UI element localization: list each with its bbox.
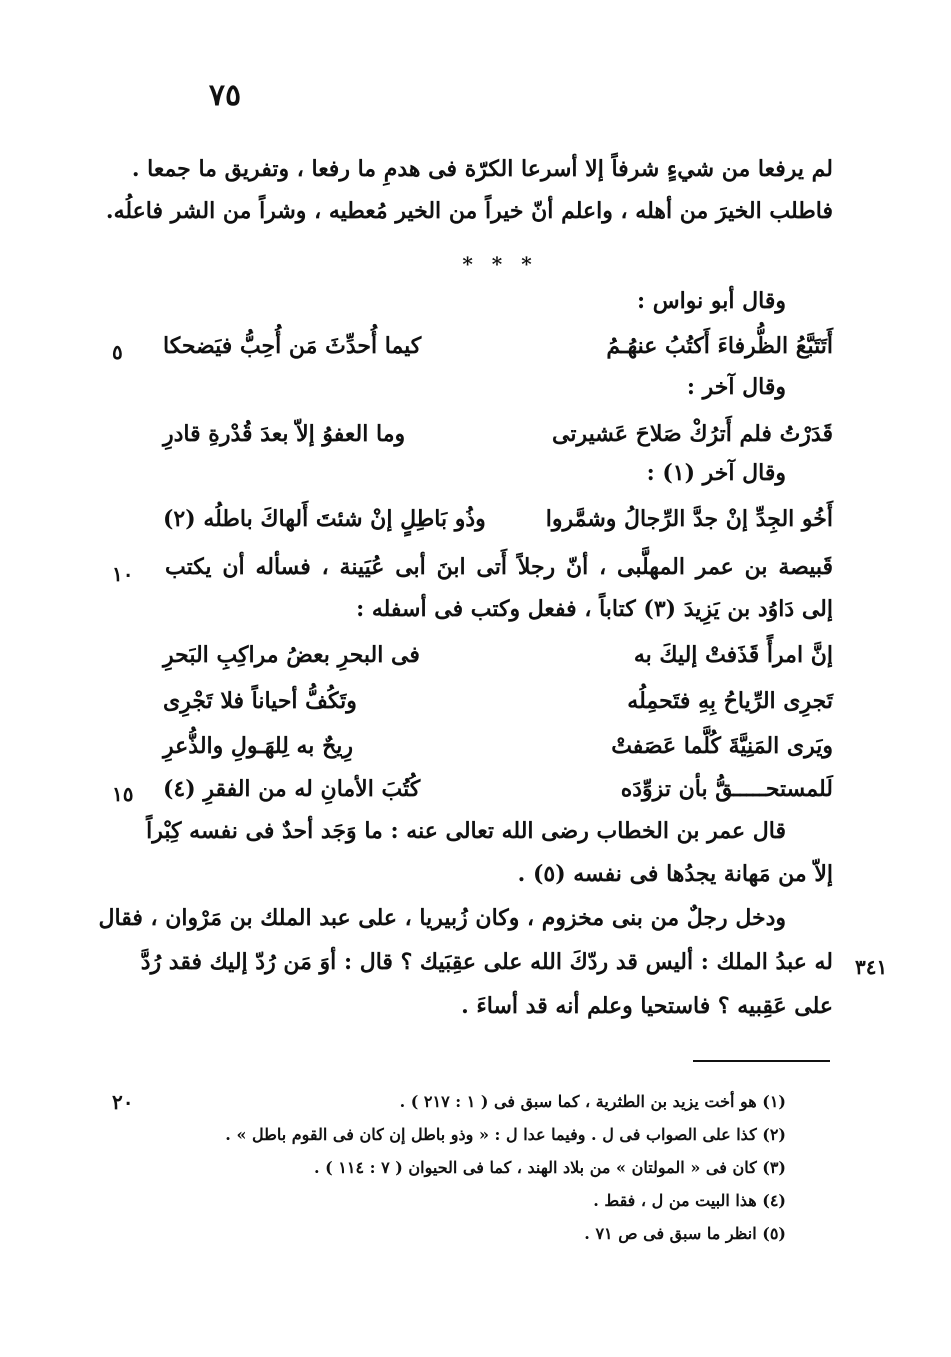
prose-line: إلاّ من مَهانة يجدُها فى نفسه (٥) . [517,861,833,887]
footnote: (٤) هذا البيت من ل ، فقط . [593,1191,786,1210]
line-number-marker: ١٥ [112,782,134,806]
verse-intro: وقال أبو نواس : [637,288,786,314]
prose-line: لم يرفعا من شيءٍ شرفاً إلا أسرعا الكرّة فى هدمِ ما رفعا ، وتفريق ما جمعا . [131,156,833,182]
verse-line [163,506,833,540]
line-number-marker: ١٠ [112,562,134,586]
section-separator: * * * [462,252,538,276]
prose-line: له عبدُ الملك : أليس قد ردّكَ الله على عقِبَيك ؟ قال : أوَ مَن رُدّ إليك فقد رُدَّ [140,949,833,975]
verse-second-hemistich: وذُو بَاطِلٍ إنْ شئتَ أَلهاكَ باطلُه (٢) [163,506,486,532]
footnote: (٣) كان فى « المولتان » من بلاد الهند ، كما فى الحيوان ( ٧ : ١١٤ ) . [313,1158,786,1177]
verse-second-hemistich: وما العفوُ إلاّ بعدَ قُدْرةِ قادرِ [163,421,406,447]
verse-line [163,776,833,810]
section-number-marker: ٣٤١ [855,955,888,979]
verse-first-hemistich: تَجرِى الرِّياحُ بِهِ فتَحمِلُه [627,688,833,714]
verse-second-hemistich: وتَكُفُّ أحياناً فلا تَجْرِى [163,688,357,714]
prose-line: ودخل رجلٌ من بنى مخزوم ، وكان زُبيريا ، على عبد الملك بن مَرْوان ، فقال [98,905,786,931]
verse-second-hemistich: كُتُبَ الأمانِ له من الفقرِ (٤) [163,776,421,802]
verse-second-hemistich: كيما أُحدِّثَ مَن أُحِبُّ فيَضحكا [163,333,422,359]
prose-line: قَبيصة بن عمر المهلَّبى ، أنّ رجلاً أَتى ابنَ أبى عُيَينة ، فسأله أن يكتب [165,554,833,580]
verse-first-hemistich: لَلمستحـــــقُّ بأن تزوِّدَه [620,776,833,802]
line-number-marker: ٢٠ [112,1090,134,1114]
verse-line [163,642,833,676]
prose-line: على عَقِبيه ؟ فاستحيا وعلم أنه قد أساءَ . [461,993,833,1019]
verse-second-hemistich: رِيحٌ به لِلهَـولِ والذُّعرِ [163,733,354,759]
prose-line: قال عمر بن الخطاب رضى الله تعالى عنه : ما وَجَد أحدٌ فى نفسه كِبْراً [146,818,786,844]
prose-line: إلى دَاوُد بن يَزِيدَ (٣) كتاباً ، ففعل وكتب فى أسفله : [356,596,833,622]
verse-first-hemistich: إنَّ امرأً قَذَفتْ إليكَ به [633,642,833,668]
footnote: (٢) كذا على الصواب فى ل . وفيما عدا ل : « وذو باطل إن كان فى القوم باطل » . [225,1125,786,1144]
verse-first-hemistich: قَدَرْتُ فلم أَترُكْ صَلاحَ عَشيرتى [552,421,833,447]
verse-first-hemistich: أَخُو الجِدِّ إنْ جدَّ الرِّجالُ وشمَّروا [545,506,833,532]
verse-line [163,333,833,367]
verse-line [163,421,833,455]
line-number-marker: ٥ [112,340,123,364]
footnote: (٥) انظر ما سبق فى ص ٧١ . [584,1224,786,1243]
page-number: ٧٥ [208,78,242,113]
verse-second-hemistich: فى البحرِ بعضُ مراكِبِ البَحرِ [163,642,420,668]
verse-intro: وقال آخر (١) : [646,460,786,486]
verse-first-hemistich: أَتَتَبَّعُ الظُّرفاءَ أَكتُبُ عنهُـمُ [606,333,833,359]
verse-line [163,733,833,767]
verse-line [163,688,833,722]
prose-line: فاطلب الخيرَ من أهله ، واعلم أنّ خيراً من الخير مُعطيه ، وشراً من الشر فاعلُه. [105,198,833,224]
verse-intro: وقال آخر : [686,374,786,400]
footnote-divider [693,1060,830,1062]
footnote: (١) هو أخت يزيد بن الطثرية ، كما سبق فى ( ١ : ٢١٧ ) . [399,1092,786,1111]
verse-first-hemistich: ويَرى المَنِيَّةَ كُلَّما عَصَفتْ [611,733,833,759]
